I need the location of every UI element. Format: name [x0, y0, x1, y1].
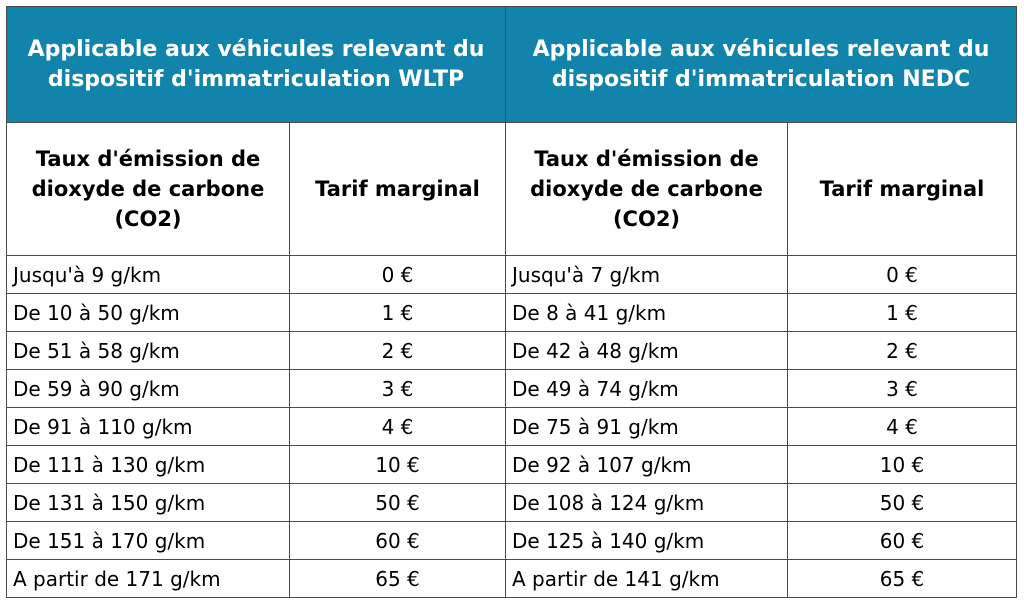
- nedc-marginal-tariff-header: Tarif marginal: [788, 123, 1017, 256]
- group-header-row: [7, 7, 1017, 123]
- wltp-range-cell: De 10 à 50 g/km: [7, 294, 290, 332]
- wltp-range-cell: De 91 à 110 g/km: [7, 408, 290, 446]
- wltp-range-cell: De 131 à 150 g/km: [7, 484, 290, 522]
- wltp-tariff-cell: 65 €: [290, 560, 506, 598]
- nedc-tariff-cell: 50 €: [788, 484, 1017, 522]
- nedc-group-header: Applicable aux véhicules relevant du dispositif d'immatriculation NEDC: [506, 7, 1017, 123]
- nedc-range-cell: De 8 à 41 g/km: [506, 294, 788, 332]
- table-row: [7, 256, 1017, 294]
- table-row: [7, 332, 1017, 370]
- table-row: [7, 370, 1017, 408]
- nedc-tariff-cell: 4 €: [788, 408, 1017, 446]
- nedc-tariff-cell: 2 €: [788, 332, 1017, 370]
- column-header-row: [7, 123, 1017, 256]
- wltp-range-cell: De 51 à 58 g/km: [7, 332, 290, 370]
- nedc-range-cell: De 108 à 124 g/km: [506, 484, 788, 522]
- wltp-marginal-tariff-header: Tarif marginal: [290, 123, 506, 256]
- nedc-range-cell: De 49 à 74 g/km: [506, 370, 788, 408]
- nedc-tariff-cell: 65 €: [788, 560, 1017, 598]
- table-row: [7, 560, 1017, 598]
- nedc-emission-rate-header: Taux d'émission de dioxyde de carbone (CO2): [506, 123, 788, 256]
- wltp-range-cell: De 59 à 90 g/km: [7, 370, 290, 408]
- wltp-tariff-cell: 1 €: [290, 294, 506, 332]
- nedc-range-cell: De 75 à 91 g/km: [506, 408, 788, 446]
- wltp-tariff-cell: 2 €: [290, 332, 506, 370]
- wltp-tariff-cell: 0 €: [290, 256, 506, 294]
- table-row: [7, 294, 1017, 332]
- wltp-emission-rate-header: Taux d'émission de dioxyde de carbone (CO2): [7, 123, 290, 256]
- wltp-tariff-cell: 10 €: [290, 446, 506, 484]
- wltp-range-cell: De 111 à 130 g/km: [7, 446, 290, 484]
- wltp-tariff-cell: 50 €: [290, 484, 506, 522]
- wltp-tariff-cell: 60 €: [290, 522, 506, 560]
- table-row: [7, 484, 1017, 522]
- nedc-range-cell: A partir de 141 g/km: [506, 560, 788, 598]
- nedc-range-cell: Jusqu'à 7 g/km: [506, 256, 788, 294]
- wltp-tariff-cell: 4 €: [290, 408, 506, 446]
- wltp-tariff-cell: 3 €: [290, 370, 506, 408]
- nedc-range-cell: De 42 à 48 g/km: [506, 332, 788, 370]
- nedc-tariff-cell: 0 €: [788, 256, 1017, 294]
- table-row: [7, 446, 1017, 484]
- nedc-tariff-cell: 10 €: [788, 446, 1017, 484]
- wltp-range-cell: De 151 à 170 g/km: [7, 522, 290, 560]
- wltp-range-cell: A partir de 171 g/km: [7, 560, 290, 598]
- nedc-tariff-cell: 1 €: [788, 294, 1017, 332]
- nedc-range-cell: De 125 à 140 g/km: [506, 522, 788, 560]
- nedc-range-cell: De 92 à 107 g/km: [506, 446, 788, 484]
- co2-tariff-table: [6, 6, 1017, 598]
- nedc-tariff-cell: 3 €: [788, 370, 1017, 408]
- tariff-table-container: [6, 6, 1017, 598]
- wltp-group-header: Applicable aux véhicules relevant du dispositif d'immatriculation WLTP: [7, 7, 506, 123]
- tariff-table-body: [7, 256, 1017, 598]
- nedc-tariff-cell: 60 €: [788, 522, 1017, 560]
- table-row: [7, 408, 1017, 446]
- wltp-range-cell: Jusqu'à 9 g/km: [7, 256, 290, 294]
- table-row: [7, 522, 1017, 560]
